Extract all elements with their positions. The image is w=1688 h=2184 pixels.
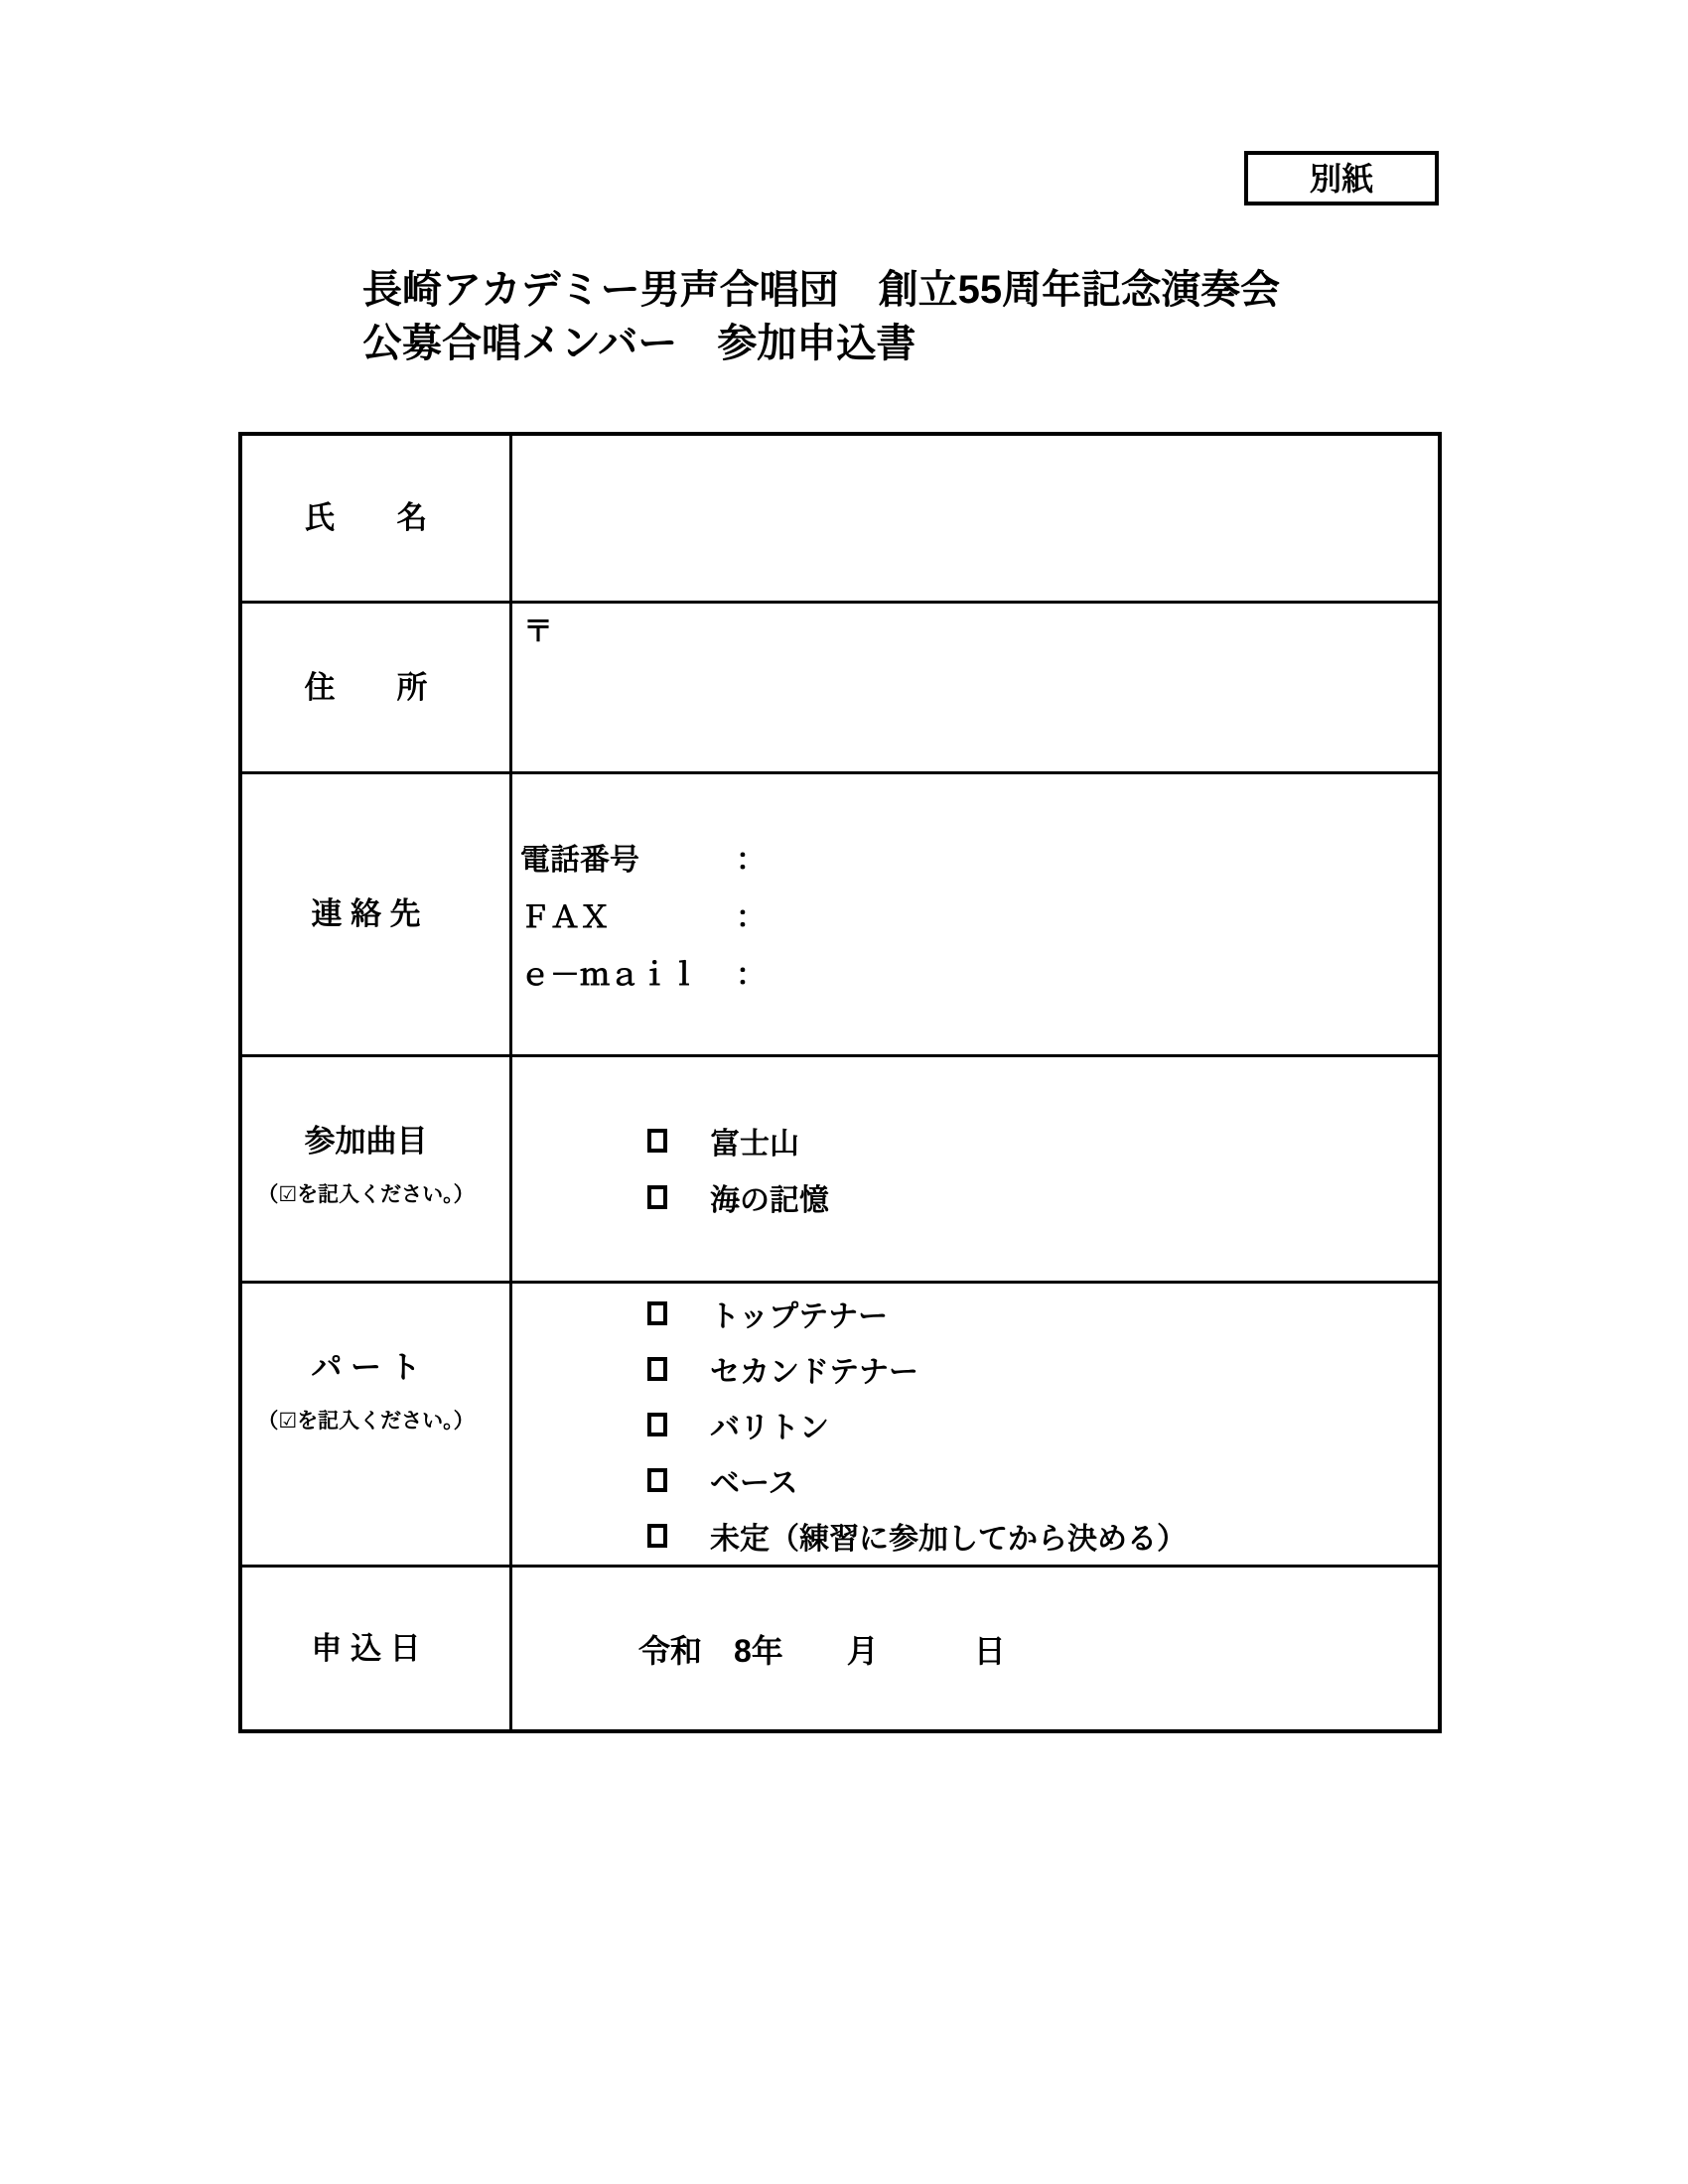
email-label: ｅ－ｍａｉｌ — [520, 959, 699, 992]
address-row-label-cell — [242, 601, 512, 771]
page-title: 長崎アカデミー男声合唱団 創立55周年記念演奏会 — [362, 268, 1281, 312]
part-option-label: セカンドテナー — [710, 1355, 918, 1389]
part-option-row — [647, 1508, 1438, 1564]
song-option-label: 富士山 — [710, 1128, 799, 1160]
fax-colon: ： — [736, 901, 766, 934]
contact-row-label: 連 絡 先 — [311, 896, 421, 931]
phone-colon: ： — [736, 844, 766, 877]
checkbox-icon — [647, 1129, 667, 1153]
songs-row-label: 参加曲目 — [304, 1123, 428, 1159]
name-row-label-cell — [242, 436, 512, 601]
date-row-label: 申 込 日 — [311, 1630, 421, 1666]
song-option-row — [647, 1169, 1438, 1226]
part-option-row — [647, 1341, 1438, 1397]
email-colon: ： — [736, 959, 766, 992]
part-option-label: バリトン — [710, 1411, 829, 1444]
part-option-label: ベース — [710, 1466, 798, 1500]
part-option-label: 未定（練習に参加してから決める） — [710, 1522, 1187, 1556]
attachment-tag-box — [1244, 151, 1439, 205]
checkbox-icon — [647, 1357, 667, 1381]
part-value-cell — [512, 1281, 1438, 1565]
checkbox-icon — [647, 1468, 667, 1492]
checkbox-icon — [647, 1413, 667, 1436]
application-date-value: 令和 8年 月 日 — [638, 1632, 1006, 1669]
name-value-cell — [512, 436, 1438, 601]
application-form-table — [238, 432, 1442, 1733]
fax-label: ＦＡＸ — [520, 901, 610, 934]
attachment-tag-label: 別紙 — [1309, 160, 1373, 197]
part-row-note: （☑を記入ください。） — [257, 1409, 475, 1433]
checkbox-icon — [647, 1524, 667, 1548]
song-option-row — [647, 1113, 1438, 1169]
part-option-row — [647, 1397, 1438, 1452]
songs-value-cell — [512, 1054, 1438, 1281]
contact-value-cell — [512, 771, 1438, 1054]
postal-mark-icon: 〒 — [523, 615, 553, 648]
date-value-cell — [512, 1565, 1438, 1729]
fax-line — [520, 886, 1438, 943]
part-row-label: パ ー ト — [311, 1349, 421, 1385]
part-option-label: トップテナー — [710, 1299, 889, 1333]
checkbox-icon — [647, 1301, 667, 1325]
songs-row-label-cell — [242, 1054, 512, 1281]
page-subtitle: 公募合唱メンバー 参加申込書 — [362, 322, 916, 365]
address-value-cell — [512, 601, 1438, 771]
part-row-label-cell — [242, 1281, 512, 1565]
checkbox-icon — [647, 1185, 667, 1209]
name-row-label: 氏 名 — [304, 500, 428, 535]
email-line — [520, 943, 1438, 1001]
contact-row-label-cell — [242, 771, 512, 1054]
part-option-row — [647, 1452, 1438, 1508]
songs-row-note: （☑を記入ください。） — [257, 1182, 475, 1206]
date-row-label-cell — [242, 1565, 512, 1729]
phone-line — [520, 828, 1438, 886]
song-option-label: 海の記憶 — [710, 1184, 829, 1217]
part-option-row — [647, 1286, 1438, 1341]
phone-label: 電話番号 — [520, 844, 639, 877]
address-row-label: 住 所 — [304, 669, 428, 705]
